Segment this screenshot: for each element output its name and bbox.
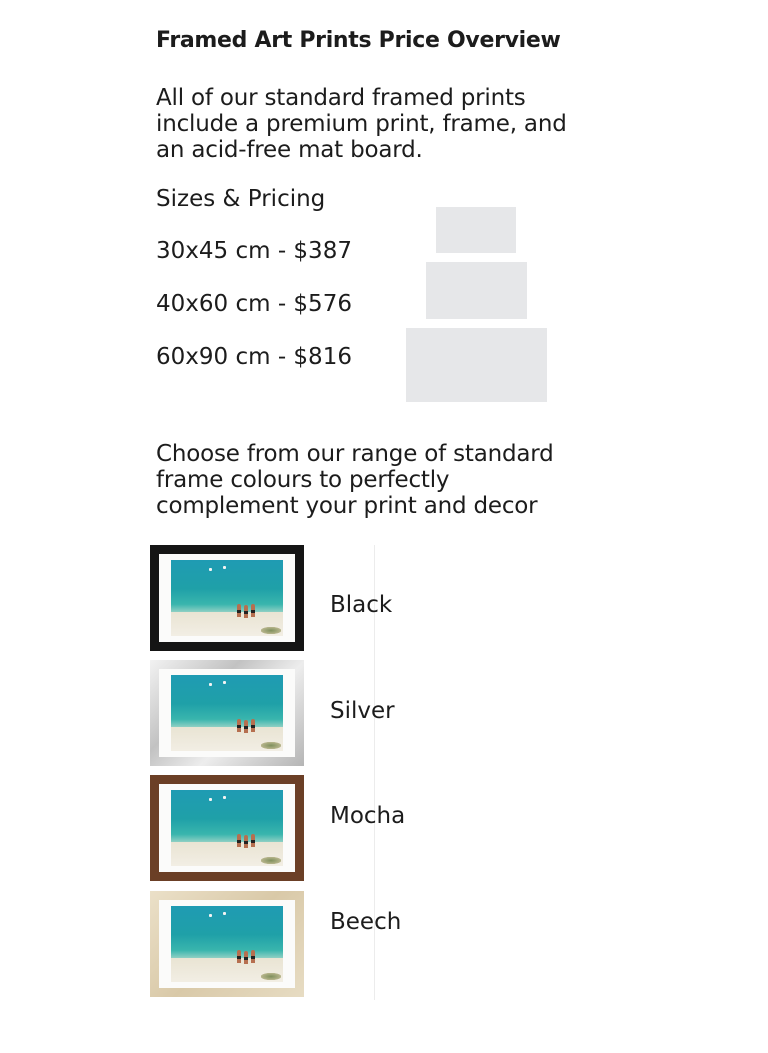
mat-board: [159, 669, 295, 757]
size-preview-small: [436, 207, 516, 253]
beach-photo: [171, 790, 283, 866]
page-title: Framed Art Prints Price Overview: [156, 28, 561, 53]
size-price-large: 60x90 cm - $816: [156, 344, 352, 370]
size-preview-large: [406, 328, 547, 402]
mat-board: [159, 784, 295, 872]
size-price-small: 30x45 cm - $387: [156, 238, 352, 264]
mat-board: [159, 900, 295, 988]
intro-paragraph: [156, 85, 567, 163]
choose-line: frame colours to perfectly: [156, 467, 450, 493]
intro-line: include a premium print, frame, and: [156, 111, 567, 137]
choose-line: Choose from our range of standard: [156, 441, 554, 467]
colour-label-mocha: Mocha: [330, 803, 406, 829]
frame-sample-beech: [150, 891, 304, 997]
intro-line: an acid-free mat board.: [156, 137, 423, 163]
colour-label-silver: Silver: [330, 698, 395, 724]
beach-photo: [171, 675, 283, 751]
sizes-heading: Sizes & Pricing: [156, 186, 326, 212]
frame-sample-silver: [150, 660, 304, 766]
intro-line: All of our standard framed prints: [156, 85, 526, 111]
choose-paragraph: [156, 441, 554, 519]
size-preview-medium: [426, 262, 527, 319]
choose-line: complement your print and decor: [156, 493, 538, 519]
mat-board: [159, 554, 295, 642]
colour-label-beech: Beech: [330, 909, 402, 935]
colour-label-black: Black: [330, 592, 393, 618]
beach-photo: [171, 560, 283, 636]
beach-photo: [171, 906, 283, 982]
frame-sample-mocha: [150, 775, 304, 881]
frame-sample-black: [150, 545, 304, 651]
size-price-medium: 40x60 cm - $576: [156, 291, 352, 317]
